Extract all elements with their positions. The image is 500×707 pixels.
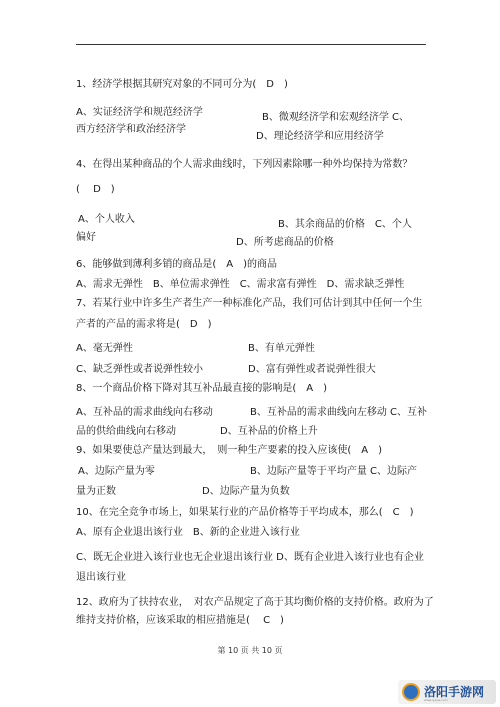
question-6: 6、能够做到薄利多销的商品是( A )的商品 [76, 259, 278, 270]
q1-option-b-c: B、微观经济学和宏观经济学 C、 [262, 112, 410, 123]
q8-option-c-cont: 品的供给曲线向右移动 [76, 426, 176, 437]
q10-options-ab: A、原有企业退出该行业 B、新的企业进入该行业 [76, 527, 300, 538]
q6-options: A、需求无弹性 B、单位需求弹性 C、需求富有弹性 D、需求缺乏弹性 [76, 279, 405, 290]
q9-option-a: A、边际产量为零 [78, 466, 155, 477]
question-4: 4、在得出某种商品的个人需求曲线时，下列因素除哪一种外均保持为常数？ [76, 159, 413, 170]
q7-option-a: A、毫无弹性 [76, 343, 133, 354]
question-10: 10、在完全竞争市场上，如果某行业的产品价格等于平均成本，那么( C ) [76, 507, 414, 518]
q9-option-c-cont: 量为正数 [76, 486, 116, 497]
q9-option-b-c: B、边际产量等于平均产量 C、边际产 [250, 466, 418, 477]
question-12: 12、政府为了扶持农业， 对农产品规定了高于其均衡价格的支持价格。政府为了 [76, 597, 434, 608]
q4-option-d: D、所考虑商品的价格 [236, 237, 334, 248]
question-9: 9、如果要使总产量达到最大， 则一种生产要素的投入应该使( A ) [76, 445, 383, 456]
question-1: 1、经济学根据其研究对象的不同可分为( D ) [76, 79, 288, 90]
question-7: 7、若某行业中许多生产者生产一种标准化产品，我们可估计到其中任何一个生 [76, 298, 423, 309]
q1-option-d: D、理论经济学和应用经济学 [256, 131, 384, 142]
watermark-logo [398, 680, 496, 704]
q8-option-a: A、互补品的需求曲线向右移动 [76, 407, 213, 418]
q10-options-cont: 退出该行业 [76, 572, 126, 583]
gamepad-icon [402, 683, 420, 701]
q1-option-c-cont: 西方经济学和政治经济学 [76, 124, 186, 135]
watermark-url: www.lysyw.com [424, 698, 448, 702]
question-12-cont: 维持支持价格，应该采取的相应措施是( C ) [76, 615, 284, 626]
question-8: 8、一个商品价格下降对其互补品最直接的影响是( A ) [76, 383, 328, 394]
q7-option-d: D、富有弹性或者说弹性很大 [248, 364, 376, 375]
question-7-cont: 产者的产品的需求将是( D ) [76, 319, 212, 330]
q4-option-c-cont: 偏好 [76, 232, 96, 243]
q10-options-cd: C、既无企业进入该行业也无企业退出该行业 D、既有企业进入该行业也有企业 [76, 552, 424, 563]
header-rule [76, 44, 426, 45]
q4-option-a: A、个人收入 [78, 214, 135, 225]
q8-option-d: D、互补品的价格上升 [220, 426, 318, 437]
q7-option-b: B、有单元弹性 [248, 343, 315, 354]
q1-option-a: A、实证经济学和规范经济学 [76, 107, 203, 118]
q8-option-b-c: B、互补品的需求曲线向左移动 C、互补 [250, 407, 428, 418]
q4-option-b-c: B、其余商品的价格 C、个人 [278, 219, 412, 230]
q7-option-c: C、缺乏弹性或者说弹性较小 [76, 364, 203, 375]
page-footer: 第 10 页 共 10 页 [217, 646, 283, 655]
q4-answer: ( D ) [76, 184, 115, 195]
q9-option-d: D、边际产量为负数 [202, 486, 290, 497]
watermark-text: 洛阳手游网 [424, 685, 485, 699]
